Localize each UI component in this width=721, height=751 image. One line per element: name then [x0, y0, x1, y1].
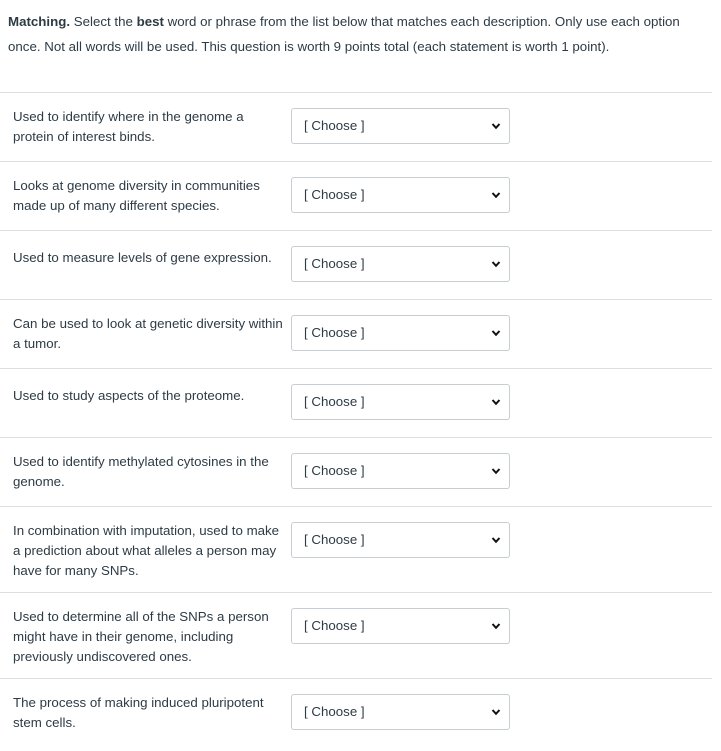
- answer-select-2[interactable]: [291, 177, 510, 213]
- question-8-text: Used to determine all of the SNPs a person might have in their genome, including previously undiscovered ones.: [13, 609, 269, 664]
- instructions-text-b: word or phrase from the list below that matches each description. Only use each option once. Not all words will be used. This question is worth 9 points total (each statement is worth 1 point).: [8, 14, 680, 54]
- select-value: [ Choose ]: [304, 463, 365, 478]
- answer-select-7[interactable]: [291, 522, 510, 558]
- divider: [0, 506, 712, 507]
- divider: [0, 592, 712, 593]
- instructions-bold-prefix: Matching.: [8, 14, 71, 29]
- select-value: [ Choose ]: [304, 187, 365, 202]
- answer-select-4[interactable]: [291, 315, 510, 351]
- divider: [0, 230, 712, 231]
- answer-select-1[interactable]: [291, 108, 510, 144]
- select-value: [ Choose ]: [304, 618, 365, 633]
- chevron-down-icon: [491, 621, 501, 631]
- select-value: [ Choose ]: [304, 704, 365, 719]
- divider: [0, 161, 712, 162]
- divider: [0, 299, 712, 300]
- chevron-down-icon: [491, 397, 501, 407]
- question-9-text: The process of making induced pluripotent stem cells.: [13, 695, 264, 730]
- question-5-text: Used to study aspects of the proteome.: [13, 388, 245, 403]
- answer-select-8[interactable]: [291, 608, 510, 644]
- select-value: [ Choose ]: [304, 394, 365, 409]
- chevron-down-icon: [491, 535, 501, 545]
- answer-select-9[interactable]: [291, 694, 510, 730]
- question-instructions: [8, 9, 708, 59]
- instructions-text-a: Select the: [70, 14, 137, 29]
- divider: [0, 437, 712, 438]
- chevron-down-icon: [491, 190, 501, 200]
- chevron-down-icon: [491, 328, 501, 338]
- divider: [0, 92, 712, 93]
- question-6-text: Used to identify methylated cytosines in the genome.: [13, 454, 269, 489]
- question-7-text: In combination with imputation, used to make a prediction about what alleles a person may have for many SNPs.: [13, 523, 280, 578]
- chevron-down-icon: [491, 121, 501, 131]
- select-value: [ Choose ]: [304, 325, 365, 340]
- select-value: [ Choose ]: [304, 256, 365, 271]
- divider: [0, 678, 712, 679]
- question-4-text: Can be used to look at genetic diversity within a tumor.: [13, 316, 283, 351]
- question-1-text: Used to identify where in the genome a protein of interest binds.: [13, 109, 244, 144]
- chevron-down-icon: [491, 466, 501, 476]
- answer-select-6[interactable]: [291, 453, 510, 489]
- answer-select-3[interactable]: [291, 246, 510, 282]
- chevron-down-icon: [491, 259, 501, 269]
- instructions-bold-word: best: [136, 14, 164, 29]
- select-value: [ Choose ]: [304, 118, 365, 133]
- question-2-text: Looks at genome diversity in communities made up of many different species.: [13, 178, 260, 213]
- answer-select-5[interactable]: [291, 384, 510, 420]
- divider: [0, 368, 712, 369]
- chevron-down-icon: [491, 707, 501, 717]
- question-3-text: Used to measure levels of gene expression.: [13, 250, 272, 265]
- select-value: [ Choose ]: [304, 532, 365, 547]
